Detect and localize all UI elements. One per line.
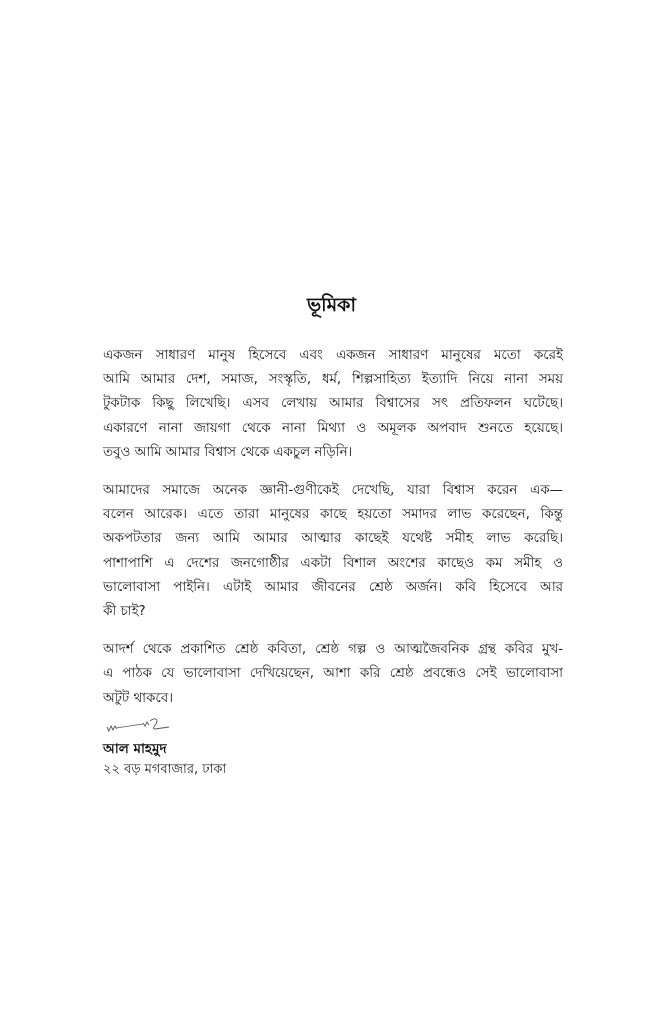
preface-body — [103, 344, 563, 725]
text-line: একজন সাধারণ মানুষ হিসেবে এবং একজন সাধারণ মানুষের মতো করেই — [103, 348, 563, 363]
text-line: অকপটতার জন্য আমি আমার আত্মার কাছেই যথেষ্ট সমীহ লাভ করেছি। — [103, 531, 563, 547]
text-line: টুকটাক কিছু লিখেছি। এসব লেখায় আমার বিশ্বাসের সৎ প্রতিফলন ঘটেছে। — [103, 396, 563, 412]
author-name: আল মাহমুদ — [103, 741, 167, 757]
handwritten-signature-icon — [103, 713, 173, 735]
text-line: আমি আমার দেশ, সমাজ, সংস্কৃতি, ধর্ম, শিল্পসাহিত্য ইত্যাদি নিয়ে নানা সময় — [103, 372, 563, 388]
text-line: আমাদের সমাজে অনেক জ্ঞানী-গুণীকেই দেখেছি, যারা বিশ্বাস করেন এক— — [103, 483, 563, 499]
paragraph-1 — [103, 344, 563, 465]
text-line: কী চাই? — [103, 604, 146, 620]
page-title: ভূমিকা — [307, 294, 356, 316]
text-line: বলেন আরেক। এতে তারা মানুষের কাছে হয়তো সমাদর লাভ করেছেন, কিন্তু — [103, 507, 563, 523]
paragraph-3 — [103, 638, 563, 711]
text-line: অটুট থাকবে। — [103, 690, 173, 706]
text-line: আদর্শ থেকে প্রকাশিত শ্রেষ্ঠ কবিতা, শ্রেষ্ঠ গল্প ও আত্মজৈবনিক গ্রন্থ কবির মুখ- — [103, 642, 563, 658]
author-address: ২২ বড় মগবাজার, ঢাকা — [103, 762, 227, 777]
paragraph-2 — [103, 479, 563, 624]
text-line: ভালোবাসা পাইনি। এটাই আমার জীবনের শ্রেষ্ঠ অর্জন। কবি হিসেবে আর — [103, 579, 563, 595]
text-line: পাশাপাশি এ দেশের জনগোষ্ঠীর একটা বিশাল অংশের কাছেও কম সমীহ ও — [103, 555, 563, 571]
text-line: তবুও আমি আমার বিশ্বাস থেকে একচুল নড়িনি। — [103, 444, 353, 460]
text-line: এ পাঠক যে ভালোবাসা দেখিয়েছেন, আশা করি শ্রেষ্ঠ প্রবন্ধেও সেই ভালোবাসা — [103, 666, 563, 682]
text-line: একারণে নানা জায়গা থেকে নানা মিথ্যা ও অমূলক অপবাদ শুনতে হয়েছে। — [103, 420, 563, 436]
